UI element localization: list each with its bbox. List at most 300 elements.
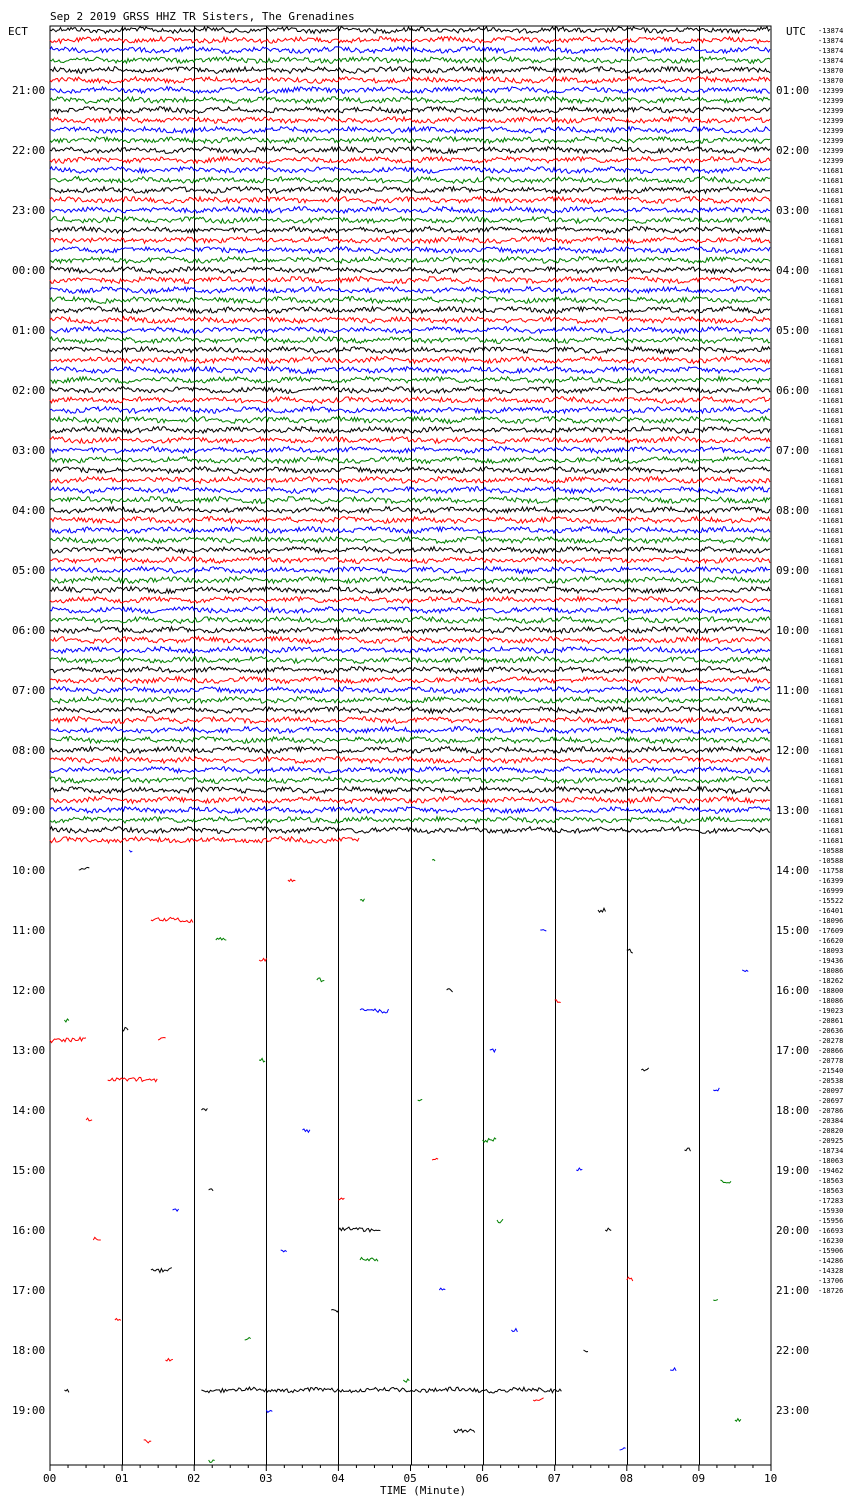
trace-row <box>50 337 770 344</box>
trace-row <box>50 57 770 64</box>
trace-row <box>50 297 770 304</box>
trace-segment <box>201 1108 207 1110</box>
trace-value-label: -10588 <box>818 857 844 865</box>
trace-value-label: -20097 <box>818 1087 844 1095</box>
trace-value-label: -11681 <box>818 537 844 545</box>
left-hour-label: 14:00 <box>12 1104 46 1117</box>
trace-row <box>50 157 770 164</box>
trace-row <box>50 727 770 734</box>
trace-row <box>50 287 770 294</box>
trace-value-label: -11681 <box>818 617 844 625</box>
trace-segment <box>173 1209 179 1211</box>
trace-row <box>50 627 770 634</box>
x-tick-label: 09 <box>691 1472 706 1485</box>
right-hour-label: 23:00 <box>776 1404 810 1417</box>
trace-segment <box>605 1228 611 1231</box>
trace-row <box>50 187 770 194</box>
trace-segment <box>418 1099 423 1101</box>
trace-segment <box>497 1219 503 1223</box>
trace-value-label: -11681 <box>818 667 844 675</box>
trace-value-label: -11681 <box>818 507 844 515</box>
trace-value-label: -13874 <box>818 57 844 65</box>
trace-row <box>50 117 770 124</box>
trace-segment <box>584 1350 589 1352</box>
trace-row <box>50 607 770 614</box>
left-hour-label: 08:00 <box>12 744 46 757</box>
trace-row <box>50 77 770 84</box>
trace-row <box>50 747 770 754</box>
chart-title: Sep 2 2019 GRSS HHZ TR Sisters, The Grenadines <box>50 10 355 23</box>
trace-segment <box>151 1268 172 1273</box>
trace-value-label: -11758 <box>818 867 844 875</box>
trace-value-label: -11681 <box>818 707 844 715</box>
trace-row <box>50 687 770 694</box>
trace-row <box>50 357 770 364</box>
trace-value-label: -11681 <box>818 587 844 595</box>
trace-segment <box>483 1138 497 1142</box>
trace-row <box>50 487 770 494</box>
trace-segment <box>533 1398 544 1401</box>
trace-row <box>50 417 770 424</box>
trace-row <box>50 427 770 434</box>
trace-segment <box>288 879 296 881</box>
x-tick-label: 05 <box>403 1472 417 1485</box>
trace-value-label: -21540 <box>818 1067 844 1075</box>
trace-segment <box>576 1168 582 1171</box>
right-hour-label: 01:00 <box>776 84 810 97</box>
trace-segment <box>713 1088 719 1091</box>
trace-segment <box>259 1058 265 1062</box>
trace-row <box>50 207 770 214</box>
trace-segment <box>144 1440 152 1443</box>
trace-row <box>50 757 770 764</box>
trace-value-label: -20384 <box>818 1117 844 1125</box>
trace-segment <box>50 1037 86 1042</box>
trace-row <box>50 787 770 794</box>
trace-value-label: -18563 <box>818 1187 844 1195</box>
trace-segment <box>432 860 435 861</box>
left-hour-label: 18:00 <box>12 1344 46 1357</box>
trace-value-label: -11681 <box>818 477 844 485</box>
trace-value-label: -11681 <box>818 197 844 205</box>
trace-value-label: -11681 <box>818 827 844 835</box>
trace-segment <box>338 1227 380 1232</box>
trace-row <box>50 597 770 604</box>
trace-row <box>50 87 770 94</box>
right-hour-label: 07:00 <box>776 444 810 457</box>
trace-segment <box>439 1288 445 1290</box>
trace-value-label: -14328 <box>818 1267 844 1275</box>
trace-row <box>50 327 770 334</box>
trace-rows <box>50 27 770 1463</box>
trace-segment <box>151 917 193 922</box>
left-hour-label: 04:00 <box>12 504 46 517</box>
trace-value-label: -11681 <box>818 517 844 525</box>
trace-row <box>50 647 770 654</box>
trace-segment <box>158 1038 166 1041</box>
trace-segment <box>360 1258 378 1262</box>
trace-value-label: -18800 <box>818 987 844 995</box>
x-tick-label: 01 <box>115 1472 129 1485</box>
trace-value-label: -11681 <box>818 267 844 275</box>
trace-value-label: -12399 <box>818 127 844 135</box>
left-hour-label: 16:00 <box>12 1224 46 1237</box>
trace-value-label: -11681 <box>818 837 844 845</box>
trace-row <box>50 547 770 554</box>
trace-segment <box>79 867 90 870</box>
trace-segment <box>685 1148 691 1151</box>
left-hour-label: 02:00 <box>12 384 46 397</box>
trace-segment <box>620 1448 626 1450</box>
trace-segment <box>266 1410 272 1412</box>
right-hour-label: 13:00 <box>776 804 810 817</box>
x-tick-label: 00 <box>43 1472 57 1485</box>
trace-value-label: -11681 <box>818 237 844 245</box>
right-hour-label: 09:00 <box>776 564 810 577</box>
trace-value-label: -11681 <box>818 227 844 235</box>
trace-row <box>50 557 770 564</box>
trace-value-label: -20636 <box>818 1027 844 1035</box>
trace-value-label: -17283 <box>818 1197 844 1205</box>
right-hour-label: 20:00 <box>776 1224 810 1237</box>
trace-row <box>50 167 770 174</box>
trace-row <box>50 267 770 274</box>
trace-value-label: -11681 <box>818 817 844 825</box>
right-hour-label: 03:00 <box>776 204 810 217</box>
trace-value-label: -11681 <box>818 627 844 635</box>
trace-segment <box>511 1329 517 1332</box>
trace-value-label: -20925 <box>818 1137 844 1145</box>
trace-row <box>50 147 770 154</box>
trace-value-label: -13874 <box>818 47 844 55</box>
left-hour-label: 23:00 <box>12 204 46 217</box>
trace-value-label: -18726 <box>818 1287 844 1295</box>
trace-value-label: -11681 <box>818 487 844 495</box>
trace-row <box>50 827 770 834</box>
trace-value-label: -18734 <box>818 1147 844 1155</box>
left-hour-label: 12:00 <box>12 984 46 997</box>
trace-segment <box>447 989 453 992</box>
trace-value-label: -11681 <box>818 757 844 765</box>
right-hour-label: 22:00 <box>776 1344 810 1357</box>
trace-row <box>50 457 770 464</box>
left-hour-label: 03:00 <box>12 444 46 457</box>
trace-value-label: -11681 <box>818 747 844 755</box>
trace-value-label: -16693 <box>818 1227 844 1235</box>
trace-segment <box>317 978 325 982</box>
trace-row <box>50 197 770 204</box>
trace-row <box>50 177 770 184</box>
trace-row <box>50 137 770 144</box>
trace-row <box>50 387 770 394</box>
trace-value-label: -11681 <box>818 437 844 445</box>
trace-row <box>50 247 770 254</box>
trace-value-label: -11681 <box>818 167 844 175</box>
trace-value-label: -11681 <box>818 727 844 735</box>
trace-value-label: -11681 <box>818 527 844 535</box>
trace-value-label: -11681 <box>818 447 844 455</box>
trace-value-label: -18563 <box>818 1177 844 1185</box>
trace-value-label: -13874 <box>818 27 844 35</box>
trace-value-label: -18063 <box>818 1157 844 1165</box>
trace-value-label: -11681 <box>818 457 844 465</box>
trace-row <box>50 737 770 744</box>
trace-value-label: -20820 <box>818 1127 844 1135</box>
trace-row <box>50 217 770 224</box>
right-hour-label: 06:00 <box>776 384 810 397</box>
trace-segment <box>360 899 365 902</box>
trace-row <box>50 237 770 244</box>
trace-value-label: -11681 <box>818 307 844 315</box>
trace-value-label: -11681 <box>818 637 844 645</box>
trace-segment <box>540 930 546 931</box>
trace-segment <box>165 1359 173 1361</box>
trace-segment <box>302 1129 310 1132</box>
trace-value-label: -12399 <box>818 117 844 125</box>
trace-value-label: -11681 <box>818 277 844 285</box>
trace-row <box>50 407 770 414</box>
left-hour-label: 01:00 <box>12 324 46 337</box>
trace-value-label: -15930 <box>818 1207 844 1215</box>
trace-segment <box>598 908 606 912</box>
trace-row <box>50 377 770 384</box>
trace-value-label: -11681 <box>818 187 844 195</box>
trace-value-label: -20866 <box>818 1047 844 1055</box>
trace-segment <box>432 1158 438 1160</box>
trace-row <box>50 37 770 44</box>
right-hour-label: 21:00 <box>776 1284 810 1297</box>
trace-row <box>50 497 770 504</box>
left-hour-labels <box>12 84 45 1417</box>
trace-segment <box>64 1390 69 1393</box>
trace-row <box>50 507 770 514</box>
trace-value-label: -11681 <box>818 257 844 265</box>
trace-value-label: -18096 <box>818 917 844 925</box>
trace-row <box>50 617 770 624</box>
trace-value-label: -18086 <box>818 997 844 1005</box>
right-trace-values <box>818 27 843 1295</box>
trace-row <box>50 277 770 284</box>
trace-row <box>50 127 770 134</box>
right-hour-label: 02:00 <box>776 144 810 157</box>
trace-value-label: -13870 <box>818 77 844 85</box>
trace-row <box>50 27 770 34</box>
trace-segment <box>129 850 132 852</box>
right-hour-label: 14:00 <box>776 864 810 877</box>
left-hour-label: 21:00 <box>12 84 46 97</box>
trace-value-label: -16401 <box>818 907 844 915</box>
trace-row <box>50 317 770 324</box>
trace-value-label: -15906 <box>818 1247 844 1255</box>
trace-segment <box>93 1237 101 1240</box>
left-hour-label: 07:00 <box>12 684 46 697</box>
trace-row <box>50 807 770 814</box>
right-hour-label: 19:00 <box>776 1164 810 1177</box>
trace-value-label: -16620 <box>818 937 844 945</box>
trace-segment <box>259 958 267 961</box>
trace-value-label: -11681 <box>818 297 844 305</box>
trace-segment <box>713 1300 718 1301</box>
trace-row <box>50 447 770 454</box>
trace-row <box>50 767 770 774</box>
trace-value-label: -11681 <box>818 407 844 415</box>
trace-value-label: -11681 <box>818 177 844 185</box>
trace-value-label: -17609 <box>818 927 844 935</box>
trace-row <box>50 657 770 664</box>
right-hour-label: 10:00 <box>776 624 810 637</box>
right-hour-label: 17:00 <box>776 1044 810 1057</box>
trace-value-label: -13874 <box>818 37 844 45</box>
left-hour-label: 00:00 <box>12 264 46 277</box>
trace-row <box>50 717 770 724</box>
trace-value-label: -20697 <box>818 1097 844 1105</box>
right-hour-label: 15:00 <box>776 924 810 937</box>
trace-value-label: -14286 <box>818 1257 844 1265</box>
trace-value-label: -11681 <box>818 317 844 325</box>
trace-row <box>50 67 770 74</box>
trace-value-label: -11681 <box>818 777 844 785</box>
trace-segment <box>641 1068 649 1071</box>
right-hour-label: 05:00 <box>776 324 810 337</box>
trace-segment <box>209 1460 215 1462</box>
trace-row <box>50 567 770 574</box>
trace-value-label: -18262 <box>818 977 844 985</box>
trace-row <box>50 527 770 534</box>
trace-value-label: -11681 <box>818 287 844 295</box>
trace-row <box>50 837 359 843</box>
trace-row <box>50 817 770 824</box>
trace-value-label: -11681 <box>818 577 844 585</box>
trace-value-label: -11681 <box>818 767 844 775</box>
trace-segment <box>670 1368 676 1371</box>
trace-value-label: -12399 <box>818 107 844 115</box>
trace-value-label: -16399 <box>818 877 844 885</box>
left-timezone-label: ECT <box>8 25 28 38</box>
trace-segment <box>721 1180 732 1183</box>
trace-value-label: -11681 <box>818 207 844 215</box>
trace-value-label: -11681 <box>818 347 844 355</box>
trace-value-label: -19462 <box>818 1167 844 1175</box>
trace-row <box>50 47 770 54</box>
trace-value-label: -18093 <box>818 947 844 955</box>
trace-segment <box>742 970 748 972</box>
trace-row <box>50 537 770 544</box>
trace-row <box>50 437 770 444</box>
trace-segment <box>209 1189 214 1191</box>
trace-segment <box>360 1009 389 1013</box>
trace-value-label: -11681 <box>818 467 844 475</box>
trace-value-label: -20778 <box>818 1057 844 1065</box>
trace-row <box>50 577 770 584</box>
trace-value-label: -11681 <box>818 367 844 375</box>
trace-segment <box>735 1419 741 1422</box>
right-hour-label: 08:00 <box>776 504 810 517</box>
trace-value-label: -11681 <box>818 797 844 805</box>
trace-segment <box>338 1198 344 1200</box>
trace-row <box>50 667 770 674</box>
x-tick-label: 08 <box>619 1472 634 1485</box>
left-hour-label: 10:00 <box>12 864 46 877</box>
right-hour-label: 18:00 <box>776 1104 810 1117</box>
trace-row <box>50 97 770 104</box>
trace-value-label: -11681 <box>818 427 844 435</box>
left-hour-label: 13:00 <box>12 1044 46 1057</box>
left-hour-label: 19:00 <box>12 1404 46 1417</box>
trace-value-label: -11681 <box>818 217 844 225</box>
trace-row <box>50 777 770 784</box>
trace-value-label: -11681 <box>818 567 844 575</box>
trace-row <box>50 467 770 474</box>
trace-value-label: -19436 <box>818 957 844 965</box>
trace-value-label: -12399 <box>818 157 844 165</box>
trace-row <box>50 517 770 524</box>
left-hour-label: 22:00 <box>12 144 46 157</box>
trace-value-label: -11681 <box>818 337 844 345</box>
trace-value-label: -20861 <box>818 1017 844 1025</box>
trace-segment <box>86 1118 92 1121</box>
trace-row <box>50 797 770 804</box>
trace-value-label: -16999 <box>818 887 844 895</box>
trace-row <box>50 587 770 594</box>
trace-value-label: -11681 <box>818 597 844 605</box>
left-hour-label: 06:00 <box>12 624 46 637</box>
trace-segment <box>216 938 227 941</box>
left-hour-label: 11:00 <box>12 924 46 937</box>
trace-value-label: -11681 <box>818 687 844 695</box>
trace-value-label: -11681 <box>818 657 844 665</box>
trace-value-label: -12399 <box>818 137 844 145</box>
trace-value-label: -20278 <box>818 1037 844 1045</box>
x-tick-label: 04 <box>331 1472 345 1485</box>
right-hour-label: 11:00 <box>776 684 810 697</box>
trace-row <box>50 347 770 354</box>
x-tick-label: 06 <box>475 1472 489 1485</box>
trace-value-label: -11681 <box>818 807 844 815</box>
trace-segment <box>331 1310 339 1313</box>
x-axis-label: TIME (Minute) <box>380 1484 467 1497</box>
trace-value-label: -11681 <box>818 417 844 425</box>
right-hour-label: 12:00 <box>776 744 810 757</box>
trace-segment <box>201 1387 561 1393</box>
trace-segment <box>403 1379 409 1382</box>
trace-value-label: -12399 <box>818 87 844 95</box>
trace-value-label: -16230 <box>818 1237 844 1245</box>
trace-value-label: -11681 <box>818 357 844 365</box>
trace-segment <box>108 1077 158 1081</box>
trace-value-label: -11681 <box>818 327 844 335</box>
trace-row <box>50 367 770 374</box>
trace-row <box>50 477 770 484</box>
trace-row <box>50 397 770 404</box>
trace-segment <box>115 1319 121 1321</box>
trace-segment <box>454 1429 475 1432</box>
trace-value-label: -11681 <box>818 697 844 705</box>
trace-value-label: -15522 <box>818 897 844 905</box>
trace-segment <box>245 1338 251 1341</box>
trace-segment <box>64 1019 69 1022</box>
trace-value-label: -15956 <box>818 1217 844 1225</box>
trace-row <box>50 677 770 684</box>
trace-segment <box>281 1250 287 1252</box>
trace-value-label: -20538 <box>818 1077 844 1085</box>
trace-value-label: -11681 <box>818 677 844 685</box>
trace-value-label: -11681 <box>818 497 844 505</box>
trace-value-label: -18086 <box>818 967 844 975</box>
left-hour-label: 17:00 <box>12 1284 46 1297</box>
trace-value-label: -11681 <box>818 397 844 405</box>
trace-value-label: -11681 <box>818 787 844 795</box>
x-tick-label: 03 <box>259 1472 273 1485</box>
